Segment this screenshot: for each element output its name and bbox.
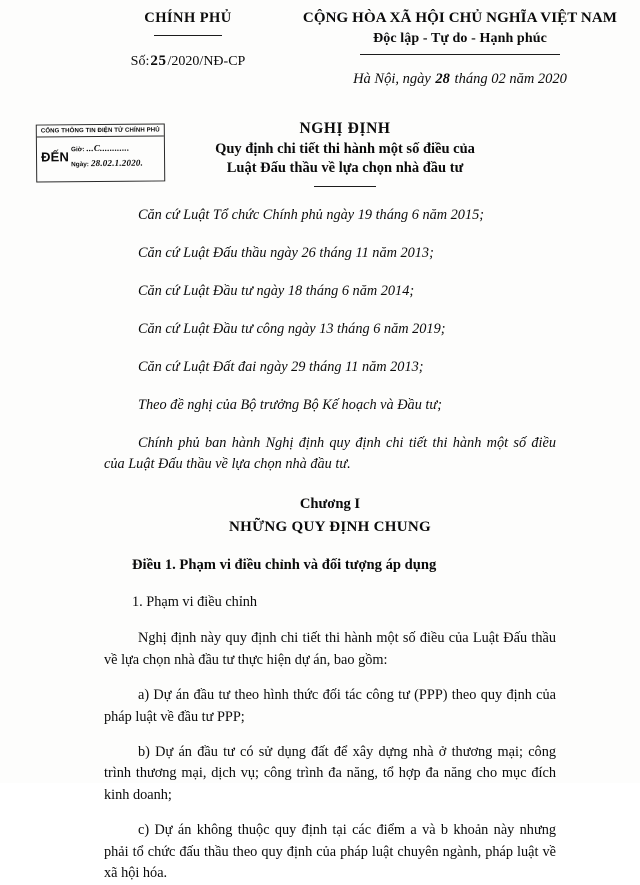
masthead-left-column: [78, 10, 298, 70]
preamble-line: Căn cứ Luật Tổ chức Chính phủ ngày 19 tháng 6 năm 2015;: [138, 207, 485, 223]
document-subtitle-line-2: Luật Đấu thầu về lựa chọn nhà đầu tư: [226, 160, 464, 177]
motto-underline: [360, 54, 560, 55]
place-date-year: 2020: [537, 71, 567, 87]
preamble-line: Căn cứ Luật Đầu tư ngày 18 tháng 6 năm 2014;: [138, 282, 415, 299]
arrival-stamp-received-label: ĐẾN: [40, 149, 70, 165]
place-date-prefix: Hà Nội, ngày: [353, 71, 431, 87]
document-title-block: [130, 120, 560, 187]
clause-1-point-a: a) Dự án đầu tư theo hình thức đối tác công tư (PPP) theo quy định của pháp luật về đầu tư PPP;: [104, 687, 556, 725]
place-date-day: 28: [435, 71, 450, 87]
issuing-agency: CHÍNH PHỦ: [144, 10, 232, 26]
clause-1-point-b: b) Dự án đầu tư có sử dụng đất để xây dựng nhà ở thương mại; công trình thương mại, dịch vụ; công trình đa năng, tổ hợp đa năng cho mục đích kinh doanh;: [104, 743, 556, 803]
document-type: NGHỊ ĐỊNH: [299, 120, 391, 137]
title-underline: [314, 186, 376, 187]
masthead-right-column: [288, 10, 632, 88]
arrival-stamp-title: CỔNG THÔNG TIN ĐIỆN TỬ CHÍNH PHỦ: [37, 124, 164, 137]
agency-underline: [154, 35, 222, 36]
preamble-line: Căn cứ Luật Đầu tư công ngày 13 tháng 6 năm 2019;: [138, 320, 446, 337]
preamble-line: Theo đề nghị của Bộ trưởng Bộ Kế hoạch và Đầu tư;: [138, 396, 442, 413]
document-number: [78, 53, 298, 70]
document-number-prefix: Số:: [130, 54, 150, 69]
national-motto: Độc lập - Tự do - Hạnh phúc: [373, 31, 547, 46]
arrival-stamp-time-value: ...C............: [86, 143, 130, 154]
clause-1-heading: 1. Phạm vi điều chỉnh: [132, 593, 258, 610]
clause-1-point-c: c) Dự án không thuộc quy định tại các điểm a và b khoản này nhưng phải tổ chức đấu thầu theo quy định của pháp luật chuyên ngành, pháp luật về xã hội hóa.: [104, 822, 556, 882]
document-masthead: [0, 10, 640, 102]
article-heading: Điều 1. Phạm vi điều chỉnh và đối tượng áp dụng: [132, 556, 437, 573]
arrival-stamp-date-label: Ngày:: [71, 161, 89, 169]
document-number-value: 25: [150, 53, 167, 69]
enacting-clause: Chính phủ ban hành Nghị định quy định chi tiết thi hành một số điều của Luật Đấu thầu về lựa chọn nhà đầu tư.: [104, 434, 556, 473]
national-name: CỘNG HÒA XÃ HỘI CHỦ NGHĨA VIỆT NAM: [302, 10, 618, 26]
chapter-number: Chương I: [299, 495, 361, 512]
arrival-stamp-date-value: 28.02.1.2020.: [90, 157, 144, 169]
place-and-date: [288, 71, 632, 88]
clause-1-intro: Nghị định này quy định chi tiết thi hành một số điều của Luật Đấu thầu về lựa chọn nhà đầu tư thực hiện dự án, bao gồm:: [104, 630, 556, 668]
arrival-stamp-time-label: Giờ:: [71, 146, 85, 154]
document-subtitle-line-1: Quy định chi tiết thi hành một số điều của: [215, 141, 475, 157]
document-subtitle: [130, 140, 560, 178]
preamble-line: Căn cứ Luật Đấu thầu ngày 26 tháng 11 năm 2013;: [138, 244, 434, 261]
document-number-suffix: /2020/NĐ-CP: [167, 54, 246, 69]
preamble-line: Căn cứ Luật Đất đai ngày 29 tháng 11 năm 2013;: [138, 358, 424, 375]
chapter-title: NHỮNG QUY ĐỊNH CHUNG: [229, 519, 431, 536]
place-date-middle: tháng 02 năm: [454, 71, 535, 87]
